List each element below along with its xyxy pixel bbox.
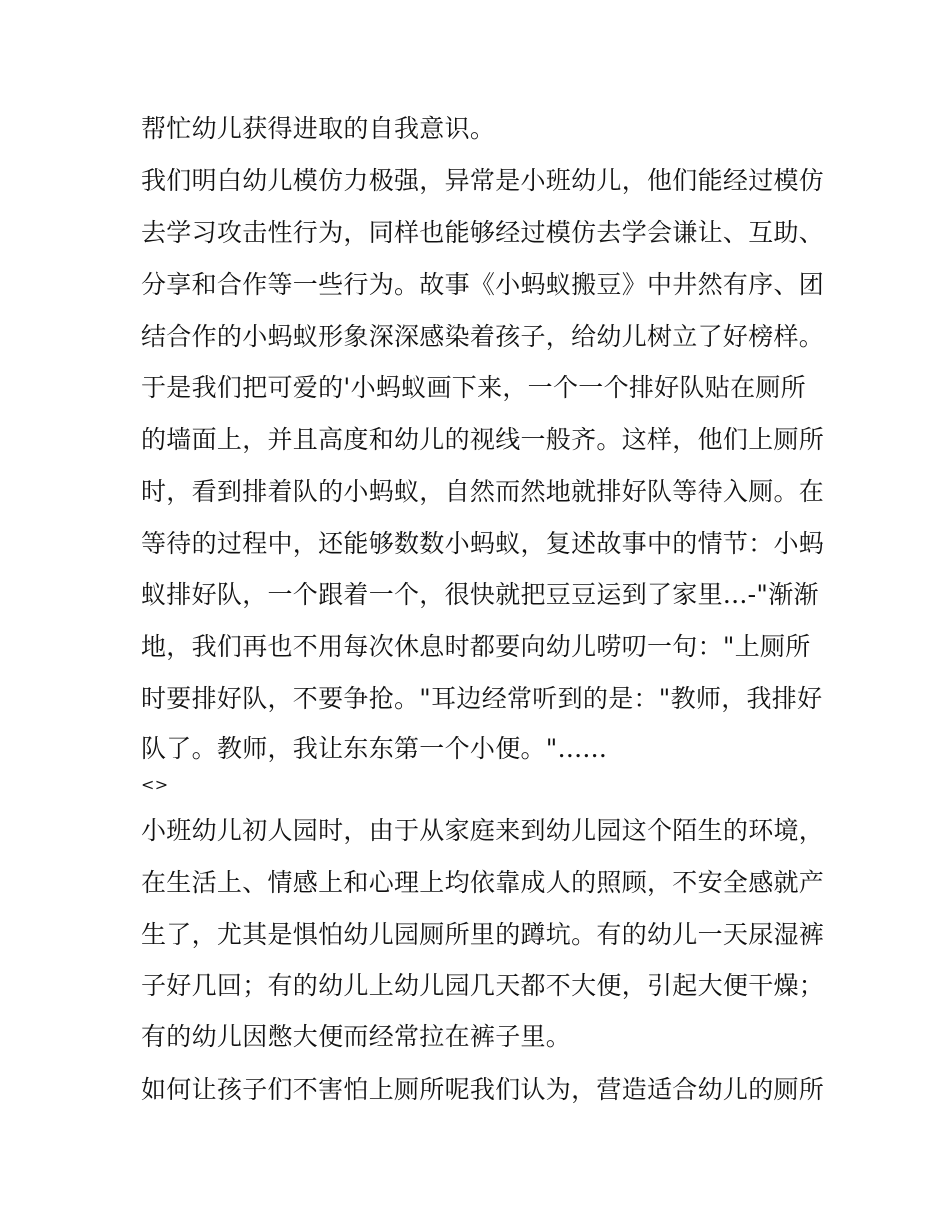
text-line: 分享和合作等一些行为。故事《小蚂蚁搬豆》中井然有序、团	[141, 270, 825, 299]
text-line: 时，看到排着队的小蚂蚁，自然而然地就排好队等待入厕。在	[141, 477, 825, 506]
text-line: 结合作的小蚂蚁形象深深感染着孩子，给幼儿树立了好榜样。	[141, 322, 825, 351]
text-line: 帮忙幼儿获得进取的自我意识。	[141, 114, 496, 143]
text-line: 如何让孩子们不害怕上厕所呢我们认为，营造适合幼儿的厕所	[141, 1075, 825, 1104]
text-line: 地，我们再也不用每次休息时都要向幼儿唠叨一句："上厕所	[141, 632, 811, 661]
text-line: 小班幼儿初人园时，由于从家庭来到幼儿园这个陌生的环境，	[141, 816, 825, 845]
placeholder-marker: <>	[141, 775, 169, 794]
text-line: 去学习攻击性行为，同样也能够经过模仿去学会谦让、互助、	[141, 218, 825, 247]
text-line: 子好几回；有的幼儿上幼儿园几天都不大便，引起大便干燥；	[141, 971, 825, 1000]
text-line: 等待的过程中，还能够数数小蚂蚁，复述故事中的情节：小蚂	[141, 529, 825, 558]
text-line: 蚁排好队，一个跟着一个，很快就把豆豆运到了家里...-"渐渐	[141, 580, 819, 609]
text-line: 的墙面上，并且高度和幼儿的视线一般齐。这样，他们上厕所	[141, 425, 825, 454]
text-line: 队了。教师，我让东东第一个小便。"......	[141, 734, 608, 763]
text-line: 我们明白幼儿模仿力极强，异常是小班幼儿，他们能经过模仿	[141, 166, 825, 195]
text-line: 时要排好队，不要争抢。"耳边经常听到的是："教师，我排好	[141, 684, 823, 713]
text-line: 于是我们把可爱的'小蚂蚁画下来，一个一个排好队贴在厕所	[141, 373, 806, 402]
text-line: 有的幼儿因憋大便而经常拉在裤子里。	[141, 1022, 572, 1051]
text-line: 在生活上、情感上和心理上均依靠成人的照顾，不安全感就产	[141, 868, 825, 897]
text-line: 生了，尤其是惧怕幼儿园厕所里的蹲坑。有的幼儿一天尿湿裤	[141, 920, 825, 949]
